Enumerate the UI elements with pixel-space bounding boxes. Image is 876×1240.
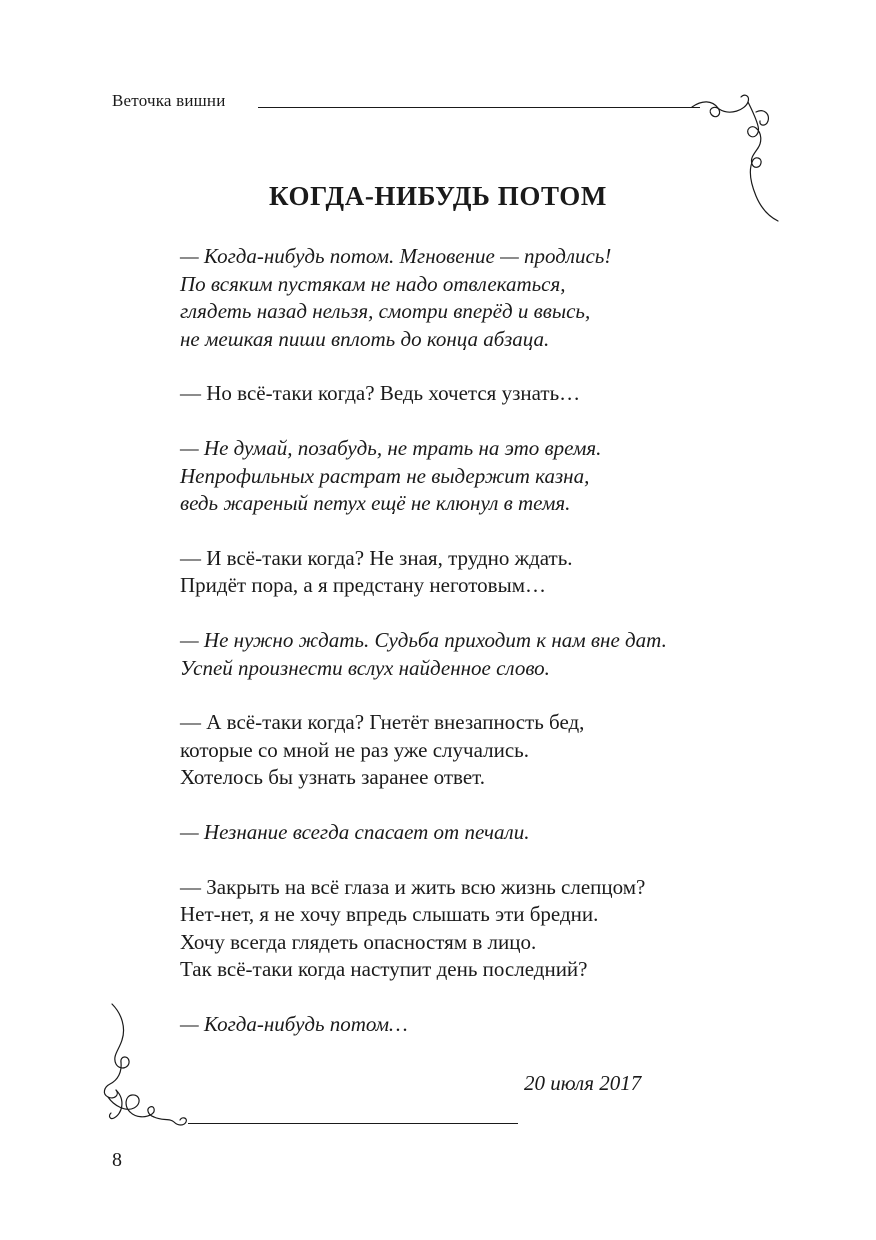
poem-line: — Закрыть на всё глаза и жить всю жизнь слепцом? <box>180 874 646 899</box>
poem-line: глядеть назад нельзя, смотри вперёд и ввысь, <box>180 299 591 324</box>
poem-body <box>180 243 780 1065</box>
poem-line: По всяким пустякам не надо отвлекаться, <box>180 271 566 296</box>
poem-line: Хотелось бы узнать заранее ответ. <box>180 765 486 790</box>
poem-line: ведь жареный петух ещё не клюнул в темя. <box>180 491 571 516</box>
stanza <box>180 380 780 408</box>
poem-line: Нет-нет, я не хочу впредь слышать эти бредни. <box>180 902 599 927</box>
poem-line: — И всё-таки когда? Не зная, трудно ждать. <box>180 545 573 570</box>
stanza <box>180 545 780 600</box>
poem-line: Успей произнести вслух найденное слово. <box>180 655 550 680</box>
poem-line: Так всё-таки когда наступит день последний? <box>180 957 588 982</box>
poem-line: — Когда-нибудь потом… <box>180 1011 408 1036</box>
header-rule <box>258 107 700 108</box>
poem-line: — Не думай, позабудь, не трать на это время. <box>180 435 602 460</box>
page-number: 8 <box>112 1149 122 1171</box>
stanza <box>180 1011 780 1039</box>
poem-line: Придёт пора, а я предстану неготовым… <box>180 573 546 598</box>
poem-line: — Но всё-таки когда? Ведь хочется узнать… <box>180 381 581 406</box>
poem-line: не мешкая пиши вплоть до конца абзаца. <box>180 326 550 351</box>
poem-date: 20 июля 2017 <box>524 1071 642 1095</box>
poem-line: Непрофильных растрат не выдержит казна, <box>180 463 590 488</box>
flourish-ornament-bottom <box>100 1000 210 1140</box>
poem-line: — Когда-нибудь потом. Мгновение — продлись! <box>180 244 612 268</box>
running-head: Веточка вишни <box>112 91 226 110</box>
stanza <box>180 243 780 353</box>
stanza <box>180 627 780 682</box>
footer-rule <box>188 1123 518 1124</box>
stanza <box>180 819 780 847</box>
stanza <box>180 435 780 518</box>
poem-line: которые со мной не раз уже случались. <box>180 737 529 762</box>
stanza <box>180 709 780 792</box>
poem-line: — Не нужно ждать. Судьба приходит к нам вне дат. <box>180 627 667 652</box>
poem-line: Хочу всегда глядеть опасностям в лицо. <box>180 929 537 954</box>
poem-line: — А всё-таки когда? Гнетёт внезапность бед, <box>180 710 585 735</box>
stanza <box>180 874 780 984</box>
poem-line: — Незнание всегда спасает от печали. <box>180 819 530 844</box>
poem-title: КОГДА-НИБУДЬ ПОТОМ <box>269 181 607 211</box>
